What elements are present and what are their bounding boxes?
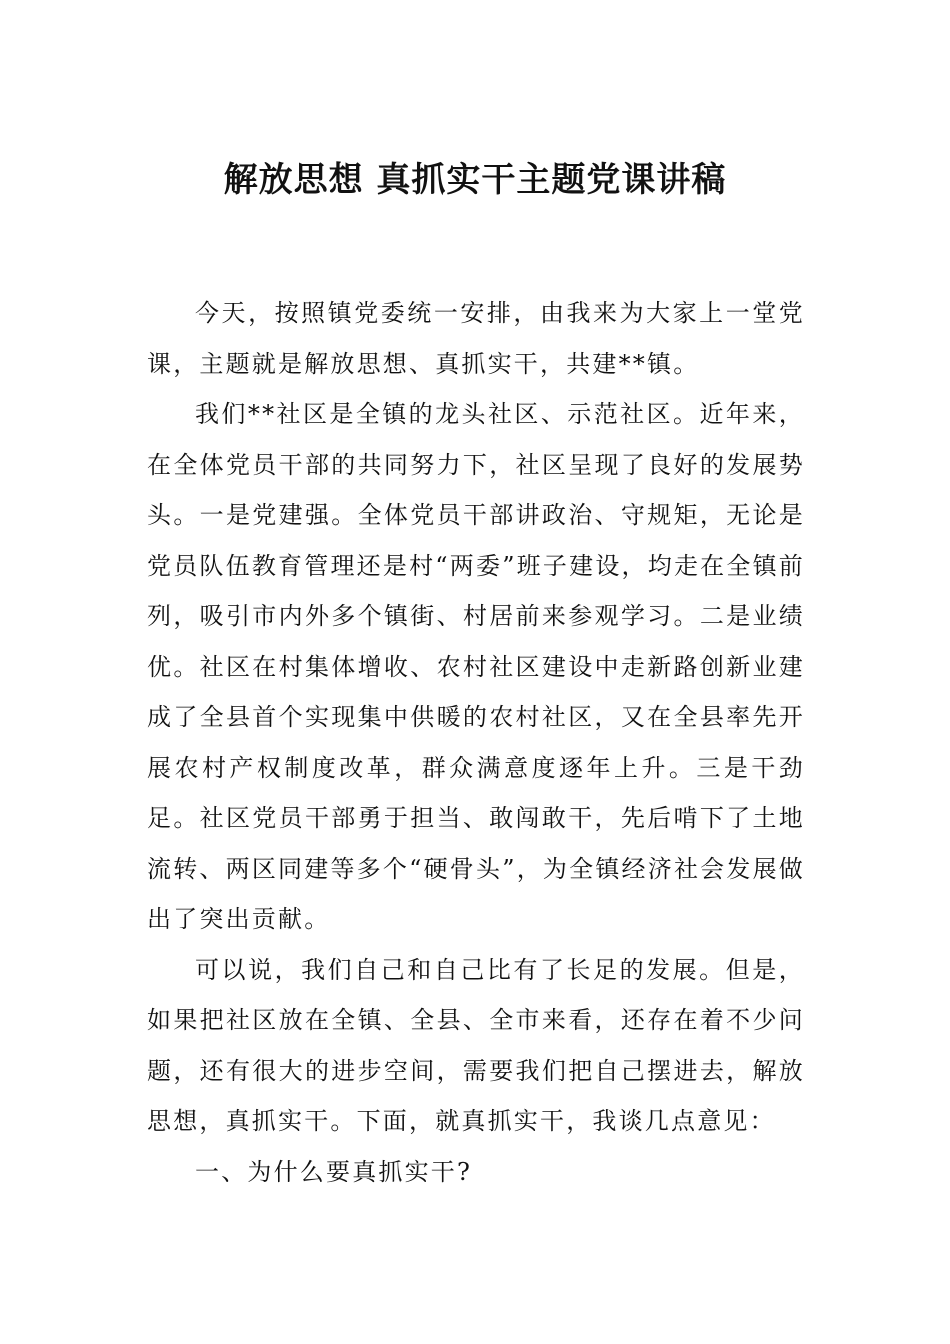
paragraph-problems: 可以说，我们自己和自己比有了长足的发展。但是，如果把社区放在全镇、全县、全市来看，还存在着不少问题，还有很大的进步空间，需要我们把自己摆进去，解放思想，真抓实干。下面，就真抓实干，我谈几点意见： xyxy=(147,955,805,1135)
paragraph-intro: 今天，按照镇党委统一安排，由我来为大家上一堂党课，主题就是解放思想、真抓实干，共建**镇。 xyxy=(147,299,805,378)
paragraph-community-overview: 我们**社区是全镇的龙头社区、示范社区。近年来，在全体党员干部的共同努力下，社区呈现了良好的发展势头。一是党建强。全体党员干部讲政治、守规矩，无论是党员队伍教育管理还是村“两委”班子建设，均走在全镇前列，吸引市内外多个镇街、村居前来参观学习。二是业绩优。社区在村集体增收、农村社区建设中走新路创新业建成了全县首个实现集中供暖的农村社区，又在全县率先开展农村产权制度改革，群众满意度逐年上升。三是干劲足。社区党员干部勇于担当、敢闯敢干，先后啃下了土地流转、两区同建等多个“硬骨头”，为全镇经济社会发展做出了突出贡献。 xyxy=(147,400,805,933)
section-heading-1: 一、为什么要真抓实干? xyxy=(195,1157,473,1186)
document-title: 解放思想 真抓实干主题党课讲稿 xyxy=(223,160,727,200)
document-body xyxy=(147,288,805,1197)
